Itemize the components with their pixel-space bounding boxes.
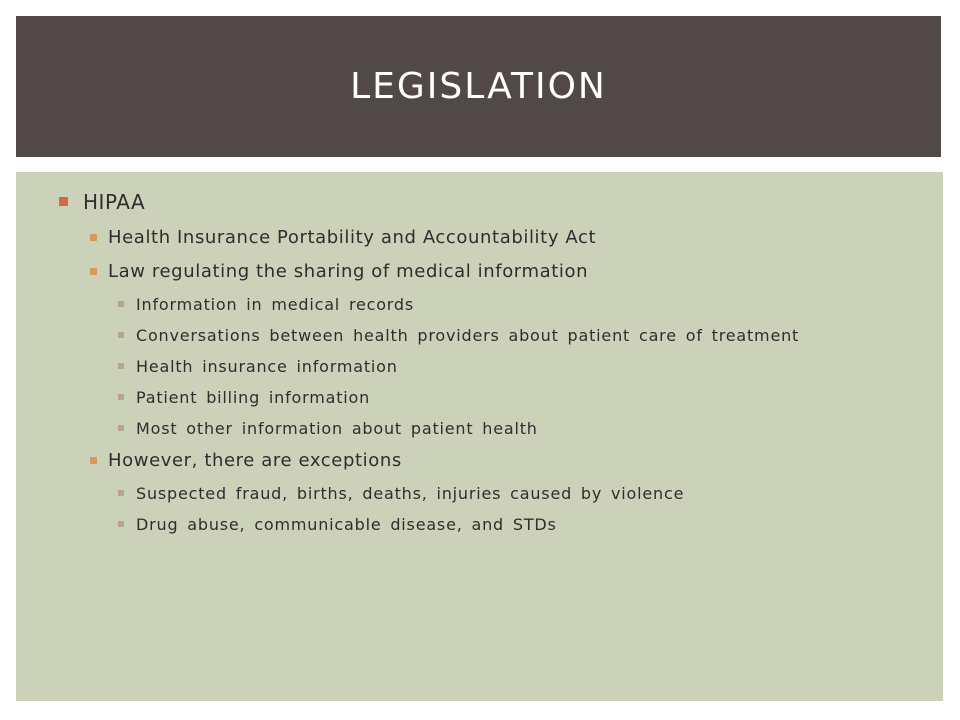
bullet-item: [16, 382, 943, 413]
bullet-text: Health Insurance Portability and Accountability Act: [108, 227, 597, 248]
bullet-text: However, there are exceptions: [108, 450, 402, 471]
bullet-item: [16, 351, 943, 382]
bullet-text: Suspected fraud, births, deaths, injuries caused by violence: [136, 484, 685, 503]
bullet-list: [16, 188, 943, 540]
square-bullet-icon: [90, 234, 97, 241]
square-bullet-icon: [59, 197, 68, 206]
square-bullet-icon: [90, 457, 97, 464]
bullet-text: Patient billing information: [136, 388, 371, 407]
bullet-item: [16, 255, 943, 289]
bullet-text: Information in medical records: [136, 295, 414, 314]
bullet-text: HIPAA: [83, 190, 146, 214]
bullet-text: Law regulating the sharing of medical information: [108, 261, 589, 282]
bullet-text: Conversations between health providers about patient care of treatment: [136, 326, 800, 345]
bullet-text: Drug abuse, communicable disease, and STDs: [136, 515, 557, 534]
square-bullet-icon: [90, 268, 97, 275]
square-bullet-icon: [118, 425, 124, 431]
bullet-item: [16, 289, 943, 320]
content-panel: [16, 172, 943, 701]
square-bullet-icon: [118, 521, 124, 527]
slide-title: LEGISLATION: [350, 66, 607, 107]
square-bullet-icon: [118, 301, 124, 307]
square-bullet-icon: [118, 363, 124, 369]
bullet-item: [16, 188, 943, 221]
bullet-text: Health insurance information: [136, 357, 398, 376]
bullet-item: [16, 478, 943, 509]
bullet-item: [16, 413, 943, 444]
title-bar: [16, 16, 941, 157]
bullet-text: Most other information about patient health: [136, 419, 538, 438]
bullet-item: [16, 444, 943, 478]
square-bullet-icon: [118, 394, 124, 400]
bullet-item: [16, 320, 943, 351]
bullet-item: [16, 221, 943, 255]
bullet-item: [16, 509, 943, 540]
square-bullet-icon: [118, 490, 124, 496]
square-bullet-icon: [118, 332, 124, 338]
